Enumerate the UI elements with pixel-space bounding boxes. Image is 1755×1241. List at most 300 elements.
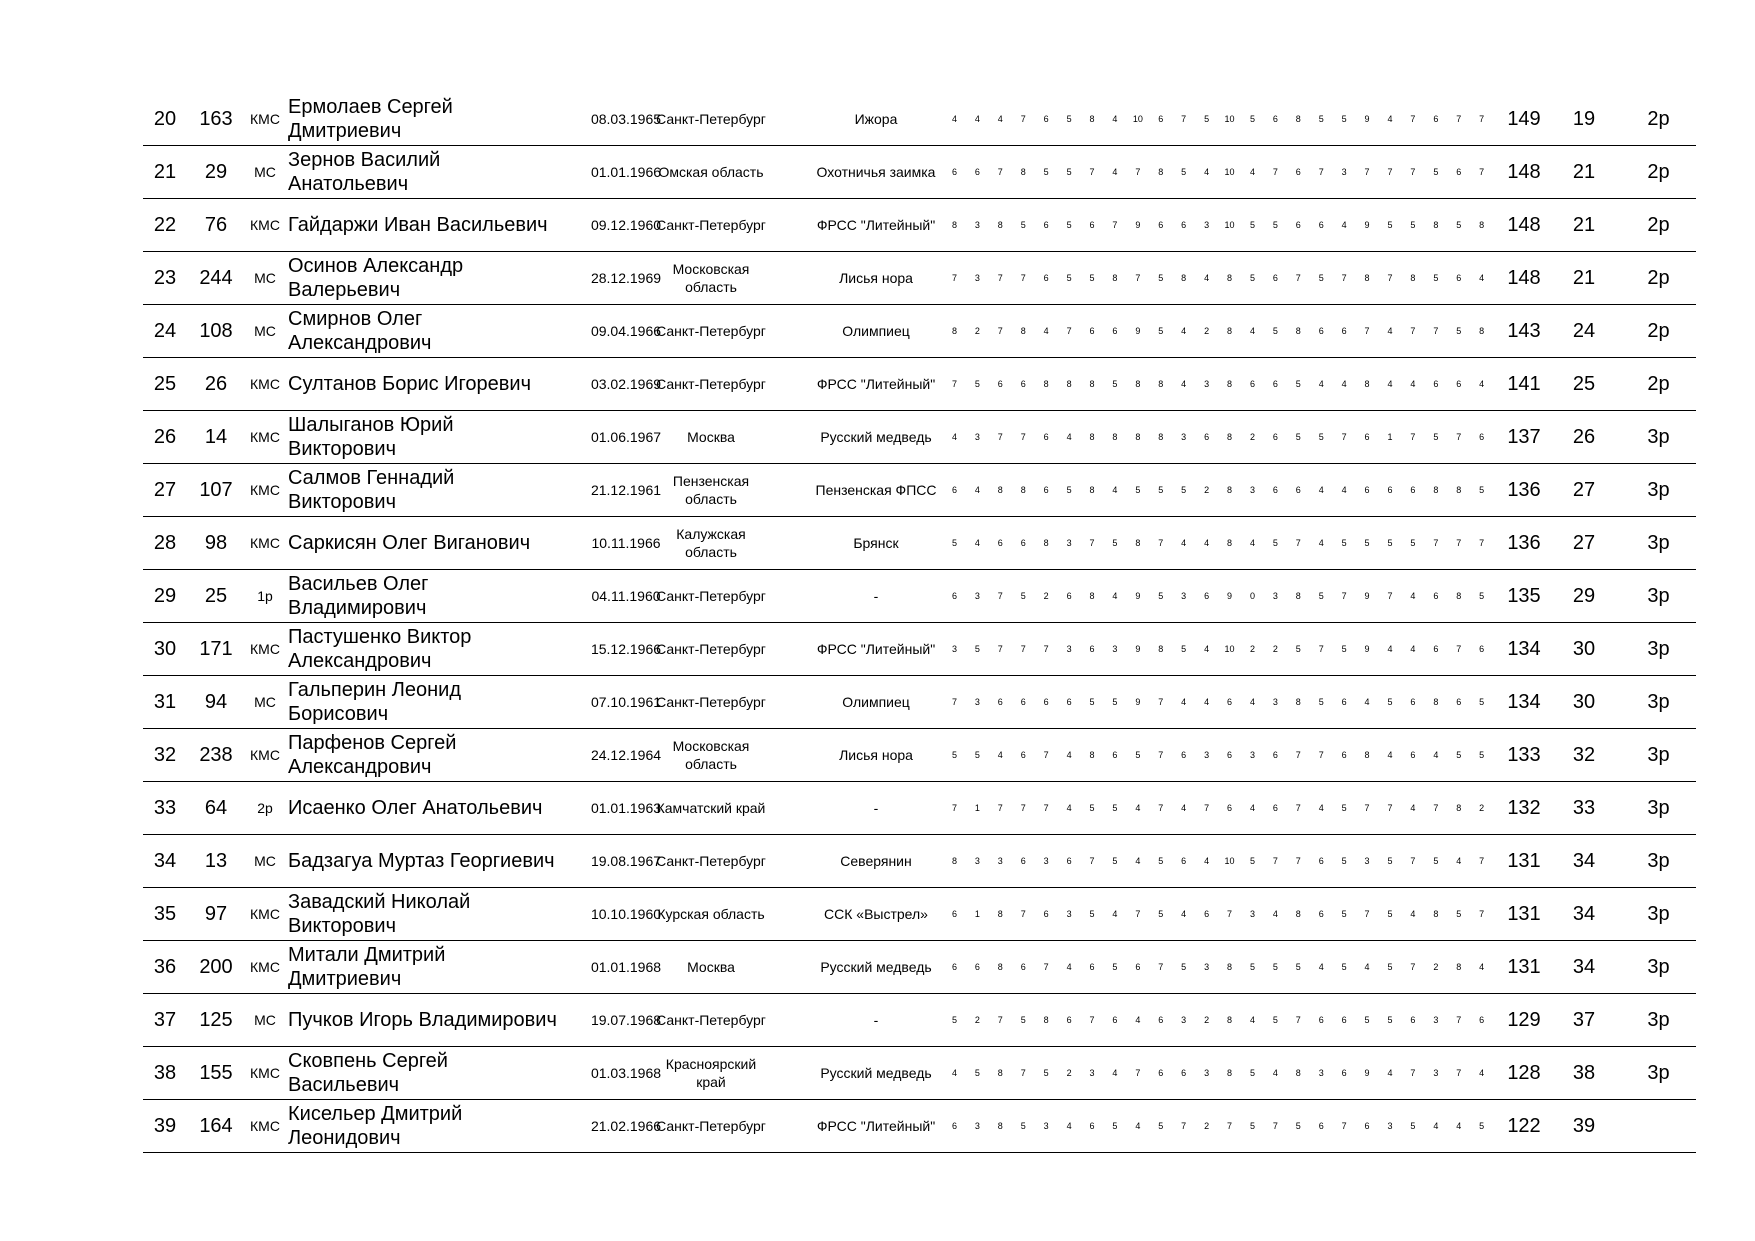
position-cell: 33 xyxy=(1572,796,1596,819)
total-score-cell: 134 xyxy=(1507,690,1541,713)
shot-score: 7 xyxy=(997,167,1003,177)
birth-date-cell: 01.01.1968 xyxy=(590,959,662,975)
shot-score: 8 xyxy=(1456,803,1462,813)
shot-score: 4 xyxy=(1272,909,1278,919)
region-cell-text: Московская область xyxy=(672,261,750,295)
shot-score: 9 xyxy=(1364,220,1370,230)
shot-score: 6 xyxy=(1341,750,1347,760)
shot-score: 8 xyxy=(1433,697,1439,707)
shot-score: 4 xyxy=(1066,803,1072,813)
sport-rank-cell: КМС xyxy=(250,535,280,551)
bib-number-cell: 29 xyxy=(204,160,228,183)
shot-score: 7 xyxy=(951,379,957,389)
region-cell-text: Камчатский край xyxy=(656,800,766,816)
shot-score: 5 xyxy=(1204,114,1210,124)
shot-score: 3 xyxy=(974,432,980,442)
total-score-cell: 132 xyxy=(1507,796,1541,819)
region-cell-text: Санкт-Петербург xyxy=(656,853,766,869)
shot-score: 8 xyxy=(997,909,1003,919)
shot-score: 4 xyxy=(1318,379,1324,389)
shot-score: 6 xyxy=(951,167,957,177)
shot-score: 5 xyxy=(974,379,980,389)
shot-score: 5 xyxy=(1043,167,1049,177)
region-cell xyxy=(651,835,771,887)
shot-score: 6 xyxy=(1020,697,1026,707)
total-score-cell: 128 xyxy=(1507,1061,1541,1084)
shot-score: 7 xyxy=(1066,326,1072,336)
table-row xyxy=(143,835,1696,888)
shot-score: 5 xyxy=(1181,167,1187,177)
shot-score: 8 xyxy=(1227,432,1233,442)
shot-score: 8 xyxy=(1227,485,1233,495)
shot-score: 4 xyxy=(1181,326,1187,336)
shot-score: 3 xyxy=(1181,591,1187,601)
shot-score: 6 xyxy=(1158,1015,1164,1025)
shot-score: 7 xyxy=(1204,803,1210,813)
shot-score: 5 xyxy=(1456,220,1462,230)
total-score-cell: 131 xyxy=(1507,902,1541,925)
shot-score: 7 xyxy=(1387,167,1393,177)
shot-score: 7 xyxy=(1410,432,1416,442)
shot-score: 5 xyxy=(1089,697,1095,707)
shot-score: 4 xyxy=(974,485,980,495)
shot-score: 2 xyxy=(1204,1121,1210,1131)
shot-score: 7 xyxy=(997,1015,1003,1025)
position-cell: 19 xyxy=(1572,107,1596,130)
shot-score: 5 xyxy=(1020,591,1026,601)
total-score-cell: 129 xyxy=(1507,1008,1541,1031)
shot-score: 6 xyxy=(1456,379,1462,389)
position-cell: 30 xyxy=(1572,690,1596,713)
club-cell: ФРСС "Литейный" xyxy=(816,1118,936,1134)
shot-score: 5 xyxy=(1295,379,1301,389)
sport-rank-cell: КМС xyxy=(250,217,280,233)
table-row xyxy=(143,1100,1696,1153)
shot-score: 6 xyxy=(1272,379,1278,389)
shot-scores xyxy=(943,888,1493,940)
position-cell: 21 xyxy=(1572,266,1596,289)
shot-score: 5 xyxy=(1364,1015,1370,1025)
shot-score: 6 xyxy=(1181,750,1187,760)
shot-scores xyxy=(943,358,1493,410)
shot-score: 4 xyxy=(997,750,1003,760)
shot-score: 6 xyxy=(1158,1068,1164,1078)
shot-score: 7 xyxy=(997,644,1003,654)
shot-score: 5 xyxy=(1066,485,1072,495)
birth-date-cell: 08.03.1965 xyxy=(590,111,662,127)
shot-score: 7 xyxy=(1387,273,1393,283)
shot-score: 4 xyxy=(1249,167,1255,177)
shot-scores xyxy=(943,994,1493,1046)
shot-score: 7 xyxy=(997,803,1003,813)
shot-score: 1 xyxy=(1387,432,1393,442)
shot-score: 3 xyxy=(1204,750,1210,760)
category-cell: 2р xyxy=(1647,266,1670,289)
shot-score: 6 xyxy=(1181,220,1187,230)
club-cell: Олимпиец xyxy=(842,694,910,710)
shot-score: 4 xyxy=(1364,697,1370,707)
sport-rank-cell: КМС xyxy=(250,1065,280,1081)
region-cell xyxy=(651,517,771,569)
shot-score: 4 xyxy=(1135,803,1141,813)
shot-score: 7 xyxy=(1479,114,1485,124)
shot-scores xyxy=(943,623,1493,675)
shot-score: 8 xyxy=(1089,432,1095,442)
region-cell-text: Санкт-Петербург xyxy=(656,376,766,392)
bib-number-cell: 107 xyxy=(199,478,233,501)
shot-score: 6 xyxy=(1066,591,1072,601)
shot-score: 8 xyxy=(1158,379,1164,389)
shot-score: 5 xyxy=(974,750,980,760)
shot-score: 7 xyxy=(1020,644,1026,654)
shot-score: 7 xyxy=(1387,591,1393,601)
shot-score: 9 xyxy=(1135,591,1141,601)
shot-score: 6 xyxy=(1318,1121,1324,1131)
shot-score: 6 xyxy=(974,167,980,177)
shot-score: 4 xyxy=(1387,644,1393,654)
shot-score: 4 xyxy=(1043,326,1049,336)
shot-score: 3 xyxy=(1204,220,1210,230)
shot-score: 6 xyxy=(1341,1015,1347,1025)
category-cell: 3р xyxy=(1647,955,1670,978)
birth-date-cell: 09.12.1960 xyxy=(590,217,662,233)
shot-score: 8 xyxy=(1227,326,1233,336)
table-row xyxy=(143,1047,1696,1100)
shot-score: 3 xyxy=(1204,962,1210,972)
shot-score: 5 xyxy=(1020,220,1026,230)
club-cell: ФРСС "Литейный" xyxy=(816,217,936,233)
shot-score: 7 xyxy=(1158,538,1164,548)
shot-score: 6 xyxy=(1272,114,1278,124)
shot-score: 4 xyxy=(1341,485,1347,495)
birth-date-cell: 19.07.1968 xyxy=(590,1012,662,1028)
shot-score: 7 xyxy=(1020,909,1026,919)
shot-score: 4 xyxy=(1387,326,1393,336)
shot-score: 6 xyxy=(1043,220,1049,230)
shot-score: 7 xyxy=(1410,962,1416,972)
sport-rank-cell: 1р xyxy=(257,588,273,604)
athlete-name-cell-text: Бадзагуа Муртаз Георгиевич xyxy=(288,850,555,872)
category-cell: 3р xyxy=(1647,478,1670,501)
shot-score: 10 xyxy=(1224,220,1235,230)
shot-score: 4 xyxy=(974,538,980,548)
shot-score: 7 xyxy=(1364,909,1370,919)
region-cell-text: Пензенская область xyxy=(672,473,750,507)
shot-score: 6 xyxy=(1227,750,1233,760)
shot-score: 8 xyxy=(1364,379,1370,389)
shot-score: 7 xyxy=(1135,1068,1141,1078)
club-cell: Русский медведь xyxy=(820,959,932,975)
bib-number-cell: 14 xyxy=(204,425,228,448)
category-cell: 2р xyxy=(1647,372,1670,395)
shot-score: 6 xyxy=(1020,750,1026,760)
place-cell: 35 xyxy=(153,902,177,925)
shot-score: 8 xyxy=(1433,909,1439,919)
shot-score: 9 xyxy=(1364,114,1370,124)
shot-score: 7 xyxy=(1112,220,1118,230)
shot-score: 10 xyxy=(1224,167,1235,177)
shot-score: 3 xyxy=(974,697,980,707)
shot-score: 5 xyxy=(1295,962,1301,972)
position-cell: 37 xyxy=(1572,1008,1596,1031)
shot-scores xyxy=(943,570,1493,622)
athlete-name-cell-text: Ермолаев Сергей Дмитриевич xyxy=(288,96,453,142)
shot-score: 4 xyxy=(1204,538,1210,548)
shot-score: 7 xyxy=(951,697,957,707)
shot-score: 3 xyxy=(974,591,980,601)
shot-score: 7 xyxy=(1272,856,1278,866)
shot-score: 6 xyxy=(1295,485,1301,495)
shot-score: 0 xyxy=(1249,591,1255,601)
shot-score: 2 xyxy=(1066,1068,1072,1078)
table-row xyxy=(143,305,1696,358)
shot-score: 7 xyxy=(1410,326,1416,336)
shot-score: 6 xyxy=(951,485,957,495)
shot-score: 5 xyxy=(1181,485,1187,495)
shot-score: 6 xyxy=(1158,220,1164,230)
shot-score: 7 xyxy=(1043,803,1049,813)
shot-score: 8 xyxy=(1410,273,1416,283)
shot-score: 5 xyxy=(1181,644,1187,654)
total-score-cell: 137 xyxy=(1507,425,1541,448)
region-cell xyxy=(651,1100,771,1152)
bib-number-cell: 97 xyxy=(204,902,228,925)
shot-score: 6 xyxy=(1158,114,1164,124)
bib-number-cell: 163 xyxy=(199,107,233,130)
bib-number-cell: 238 xyxy=(199,743,233,766)
shot-score: 5 xyxy=(1272,538,1278,548)
shot-score: 5 xyxy=(1387,697,1393,707)
shot-score: 7 xyxy=(1318,750,1324,760)
shot-score: 8 xyxy=(997,1121,1003,1131)
region-cell xyxy=(651,729,771,781)
shot-score: 7 xyxy=(1158,697,1164,707)
region-cell-text: Санкт-Петербург xyxy=(656,111,766,127)
shot-scores xyxy=(943,411,1493,463)
category-cell: 3р xyxy=(1647,902,1670,925)
category-cell xyxy=(1621,1100,1696,1152)
shot-score: 2 xyxy=(1249,644,1255,654)
shot-score: 6 xyxy=(1181,1068,1187,1078)
shot-score: 6 xyxy=(1272,803,1278,813)
position-cell: 34 xyxy=(1572,955,1596,978)
club-cell: - xyxy=(873,1012,879,1028)
shot-score: 9 xyxy=(1364,644,1370,654)
shot-score: 8 xyxy=(1135,538,1141,548)
bib-number-cell: 164 xyxy=(199,1114,233,1137)
shot-score: 5 xyxy=(1158,1121,1164,1131)
shot-score: 4 xyxy=(1433,1121,1439,1131)
shot-score: 7 xyxy=(1295,273,1301,283)
total-score-cell: 131 xyxy=(1507,955,1541,978)
shot-score: 8 xyxy=(1181,273,1187,283)
region-cell xyxy=(651,464,771,516)
category-cell: 3р xyxy=(1647,743,1670,766)
shot-score: 8 xyxy=(1227,379,1233,389)
total-score-cell: 135 xyxy=(1507,584,1541,607)
total-score-cell: 122 xyxy=(1507,1114,1541,1137)
category-cell: 2р xyxy=(1647,107,1670,130)
shot-score: 9 xyxy=(1364,1068,1370,1078)
shot-score: 8 xyxy=(1479,326,1485,336)
shot-score: 7 xyxy=(1433,803,1439,813)
shot-score: 7 xyxy=(997,273,1003,283)
sport-rank-cell: МС xyxy=(254,1012,276,1028)
club-cell: ФРСС "Литейный" xyxy=(816,641,936,657)
club-cell: ФРСС "Литейный" xyxy=(816,376,936,392)
shot-score: 5 xyxy=(1456,909,1462,919)
region-cell xyxy=(651,305,771,357)
birth-date-cell: 04.11.1960 xyxy=(591,588,661,604)
shot-score: 7 xyxy=(1295,856,1301,866)
shot-score: 5 xyxy=(1387,1015,1393,1025)
shot-score: 8 xyxy=(951,220,957,230)
shot-scores xyxy=(943,305,1493,357)
shot-score: 5 xyxy=(1341,962,1347,972)
shot-score: 5 xyxy=(1066,220,1072,230)
shot-score: 4 xyxy=(1249,326,1255,336)
shot-score: 4 xyxy=(951,432,957,442)
shot-score: 8 xyxy=(1066,379,1072,389)
region-cell-text: Санкт-Петербург xyxy=(656,1118,766,1134)
shot-score: 6 xyxy=(1433,114,1439,124)
position-cell: 27 xyxy=(1572,531,1596,554)
shot-score: 5 xyxy=(1341,803,1347,813)
shot-score: 7 xyxy=(1020,803,1026,813)
place-cell: 33 xyxy=(153,796,177,819)
shot-score: 5 xyxy=(1158,326,1164,336)
shot-score: 5 xyxy=(1272,962,1278,972)
category-cell: 2р xyxy=(1647,213,1670,236)
shot-score: 8 xyxy=(1112,273,1118,283)
total-score-cell: 149 xyxy=(1507,107,1541,130)
athlete-name-cell-text: Султанов Борис Игоревич xyxy=(288,373,531,395)
shot-score: 8 xyxy=(1227,538,1233,548)
position-cell: 26 xyxy=(1572,425,1596,448)
shot-score: 3 xyxy=(974,1121,980,1131)
shot-score: 9 xyxy=(1135,697,1141,707)
birth-date-cell: 01.03.1968 xyxy=(590,1065,662,1081)
athlete-name-cell-text: Пастушенко Виктор Александрович xyxy=(288,626,472,672)
category-cell: 3р xyxy=(1647,637,1670,660)
shot-score: 3 xyxy=(1249,750,1255,760)
shot-score: 9 xyxy=(1135,220,1141,230)
shot-score: 5 xyxy=(1318,432,1324,442)
shot-score: 8 xyxy=(1456,591,1462,601)
region-cell xyxy=(651,782,771,834)
shot-score: 7 xyxy=(1364,803,1370,813)
category-cell: 3р xyxy=(1647,690,1670,713)
shot-score: 5 xyxy=(1181,962,1187,972)
bib-number-cell: 76 xyxy=(204,213,228,236)
position-cell: 29 xyxy=(1572,584,1596,607)
table-row xyxy=(143,411,1696,464)
shot-scores xyxy=(943,517,1493,569)
shot-score: 4 xyxy=(1204,644,1210,654)
shot-score: 7 xyxy=(1433,326,1439,336)
shot-score: 8 xyxy=(997,485,1003,495)
shot-score: 5 xyxy=(1341,856,1347,866)
region-cell xyxy=(651,941,771,993)
shot-score: 6 xyxy=(951,909,957,919)
shot-score: 5 xyxy=(1456,326,1462,336)
athlete-name-cell-text: Салмов Геннадий Викторович xyxy=(288,467,455,513)
sport-rank-cell: КМС xyxy=(250,429,280,445)
shot-score: 9 xyxy=(1227,591,1233,601)
sport-rank-cell: КМС xyxy=(250,906,280,922)
shot-score: 6 xyxy=(1112,750,1118,760)
shot-score: 4 xyxy=(1135,1015,1141,1025)
shot-score: 7 xyxy=(1227,909,1233,919)
club-cell: Брянск xyxy=(853,535,899,551)
shot-scores xyxy=(943,464,1493,516)
shot-score: 5 xyxy=(1158,485,1164,495)
shot-score: 6 xyxy=(1318,909,1324,919)
shot-score: 4 xyxy=(1249,697,1255,707)
shot-score: 7 xyxy=(1456,1068,1462,1078)
shot-score: 5 xyxy=(1112,538,1118,548)
shot-score: 4 xyxy=(1112,1068,1118,1078)
region-cell xyxy=(651,570,771,622)
shot-score: 6 xyxy=(1020,379,1026,389)
region-cell-text: Красноярский край xyxy=(665,1056,757,1090)
region-cell xyxy=(651,146,771,198)
shot-score: 4 xyxy=(1456,856,1462,866)
athlete-name-cell-text: Гайдаржи Иван Васильевич xyxy=(288,214,548,236)
shot-score: 7 xyxy=(1318,644,1324,654)
shot-score: 5 xyxy=(1135,750,1141,760)
shot-score: 6 xyxy=(1112,1015,1118,1025)
shot-score: 5 xyxy=(1410,1121,1416,1131)
athlete-name-cell-text: Исаенко Олег Анатольевич xyxy=(288,797,543,819)
place-cell: 21 xyxy=(153,160,177,183)
shot-score: 6 xyxy=(997,697,1003,707)
shot-score: 6 xyxy=(1043,485,1049,495)
shot-score: 6 xyxy=(1272,273,1278,283)
shot-score: 6 xyxy=(1433,591,1439,601)
sport-rank-cell: 2р xyxy=(257,800,273,816)
table-row xyxy=(143,517,1696,570)
athlete-name-cell-text: Сковпень Сергей Васильевич xyxy=(288,1050,448,1096)
shot-score: 8 xyxy=(1158,432,1164,442)
shot-score: 8 xyxy=(1043,538,1049,548)
shot-scores xyxy=(943,146,1493,198)
shot-score: 5 xyxy=(1295,1121,1301,1131)
shot-score: 9 xyxy=(1364,591,1370,601)
shot-score: 5 xyxy=(951,750,957,760)
shot-score: 8 xyxy=(997,962,1003,972)
shot-scores xyxy=(943,252,1493,304)
shot-score: 5 xyxy=(1456,750,1462,760)
position-cell: 21 xyxy=(1572,160,1596,183)
region-cell-text: Санкт-Петербург xyxy=(656,641,766,657)
shot-score: 5 xyxy=(1318,697,1324,707)
bib-number-cell: 26 xyxy=(204,372,228,395)
shot-score: 4 xyxy=(1479,273,1485,283)
athlete-name-cell-text: Кисельер Дмитрий Леонидович xyxy=(288,1103,463,1149)
shot-score: 4 xyxy=(1204,273,1210,283)
shot-score: 4 xyxy=(951,114,957,124)
shot-score: 1 xyxy=(974,909,980,919)
shot-score: 4 xyxy=(1410,379,1416,389)
shot-score: 4 xyxy=(1364,962,1370,972)
place-cell: 22 xyxy=(153,213,177,236)
birth-date-cell: 21.12.1961 xyxy=(590,482,662,498)
shot-score: 5 xyxy=(1089,803,1095,813)
region-cell-text: Санкт-Петербург xyxy=(656,1012,766,1028)
category-cell: 3р xyxy=(1647,425,1670,448)
shot-score: 5 xyxy=(951,1015,957,1025)
